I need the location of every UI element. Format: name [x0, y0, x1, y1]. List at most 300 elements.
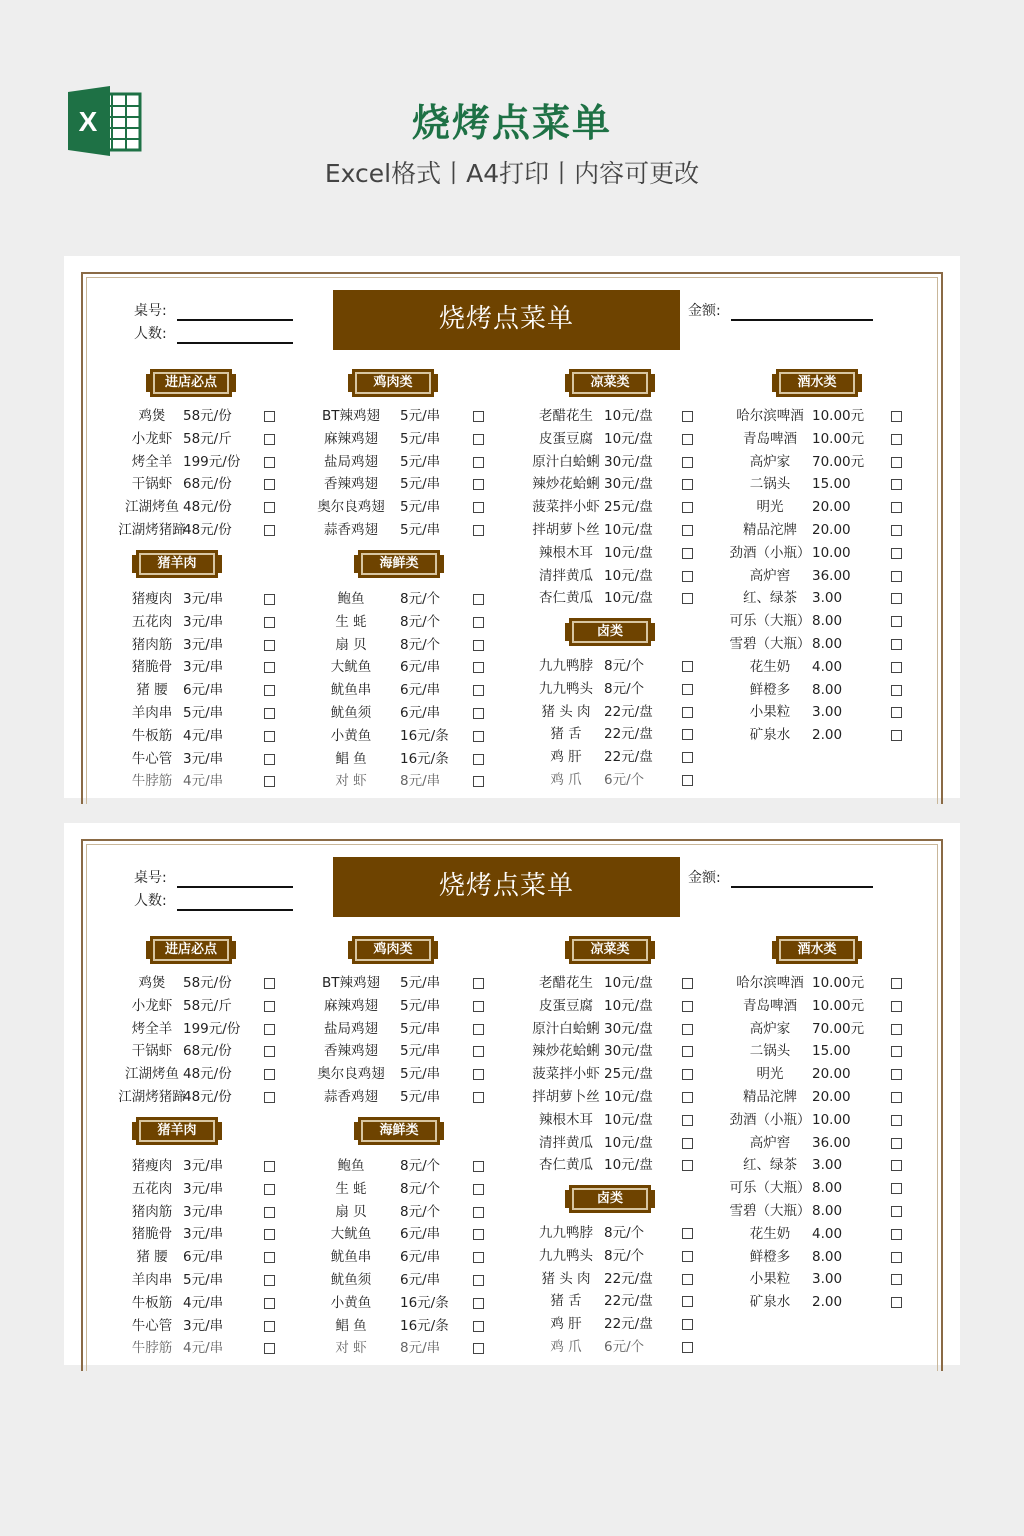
menu-item-name: 拌胡萝卜丝 — [532, 522, 600, 538]
menu-item-name: 鱿鱼须 — [330, 705, 372, 721]
order-checkbox[interactable] — [891, 1046, 902, 1057]
menu-item-price: 22元/盘 — [604, 703, 653, 720]
menu-item-row — [102, 770, 278, 790]
menu-item-row — [301, 995, 487, 1017]
menu-item-row — [102, 1040, 278, 1062]
order-checkbox[interactable] — [473, 434, 484, 445]
menu-item-row — [720, 519, 905, 541]
order-checkbox[interactable] — [682, 707, 693, 718]
menu-item-price: 20.00 — [812, 1066, 851, 1083]
menu-item-name: 鲜橙多 — [749, 681, 791, 698]
order-checkbox[interactable] — [473, 1321, 484, 1332]
order-checkbox[interactable] — [682, 1319, 693, 1330]
menu-item-row — [301, 1269, 487, 1291]
order-checkbox[interactable] — [682, 1160, 693, 1171]
order-checkbox[interactable] — [473, 479, 484, 490]
menu-item-row — [720, 633, 905, 655]
order-checkbox[interactable] — [264, 1252, 275, 1263]
menu-item-name: 红、绿茶 — [743, 1157, 797, 1174]
order-checkbox[interactable] — [264, 978, 275, 989]
category-banner: 鸡肉类 — [352, 369, 434, 397]
menu-item-row — [516, 1063, 696, 1085]
menu-item-name: 鸡 爪 — [550, 1339, 582, 1355]
menu-item-row — [516, 1268, 696, 1290]
order-checkbox[interactable] — [264, 640, 275, 651]
menu-item-price: 48元/份 — [183, 499, 232, 516]
menu-item-row — [720, 1154, 905, 1176]
menu-item-name: 蒜香鸡翅 — [324, 1089, 378, 1105]
order-checkbox[interactable] — [264, 434, 275, 445]
menu-item-row — [301, 702, 487, 724]
menu-item-name: 江湖烤鱼 — [125, 1066, 179, 1083]
order-checkbox[interactable] — [891, 525, 902, 536]
menu-item-row — [720, 972, 905, 994]
menu-item-price: 6元/串 — [400, 705, 441, 721]
menu-item-price: 10元/盘 — [604, 567, 653, 584]
order-checkbox[interactable] — [682, 434, 693, 445]
order-checkbox[interactable] — [473, 1229, 484, 1240]
menu-item-price: 10元/盘 — [604, 544, 653, 561]
order-checkbox[interactable] — [682, 1342, 693, 1353]
order-checkbox[interactable] — [682, 548, 693, 559]
order-checkbox[interactable] — [264, 502, 275, 513]
order-checkbox[interactable] — [473, 1343, 484, 1354]
menu-item-row — [301, 1337, 487, 1357]
menu-item-price: 3元/串 — [183, 591, 224, 607]
menu-item-name: 小黄鱼 — [330, 727, 372, 744]
order-checkbox[interactable] — [264, 1207, 275, 1218]
order-checkbox[interactable] — [473, 640, 484, 651]
order-checkbox[interactable] — [264, 1046, 275, 1057]
menu-item-row — [516, 1313, 696, 1335]
order-checkbox[interactable] — [891, 593, 902, 604]
menu-item-row — [516, 428, 696, 450]
order-checkbox[interactable] — [473, 1275, 484, 1286]
menu-item-name: 牛板筋 — [131, 727, 173, 744]
order-checkbox[interactable] — [682, 525, 693, 536]
menu-item-name: 奥尔良鸡翅 — [317, 1066, 385, 1083]
order-checkbox[interactable] — [473, 708, 484, 719]
menu-item-row — [516, 995, 696, 1017]
order-checkbox[interactable] — [682, 684, 693, 695]
order-checkbox[interactable] — [473, 754, 484, 765]
menu-item-price: 16元/条 — [400, 1294, 449, 1311]
menu-item-price: 8元/个 — [400, 591, 441, 607]
order-checkbox[interactable] — [891, 1138, 902, 1149]
order-checkbox[interactable] — [473, 662, 484, 673]
menu-item-name: 五花肉 — [131, 1180, 173, 1197]
menu-item-name: 杏仁黄瓜 — [539, 590, 593, 607]
menu-item-name: 高炉家 — [749, 453, 791, 470]
menu-item-price: 8.00 — [812, 681, 843, 698]
order-checkbox[interactable] — [891, 1024, 902, 1035]
menu-item-row — [516, 1040, 696, 1062]
order-checkbox[interactable] — [682, 775, 693, 786]
category-banner: 海鲜类 — [358, 1117, 440, 1145]
menu-item-price: 5元/串 — [400, 1066, 441, 1083]
menu-item-price: 10元/盘 — [604, 1089, 653, 1105]
order-checkbox[interactable] — [891, 1229, 902, 1240]
menu-item-row — [301, 770, 487, 790]
menu-item-row — [301, 1201, 487, 1223]
menu-item-price: 5元/串 — [400, 1089, 441, 1105]
order-checkbox[interactable] — [891, 662, 902, 673]
menu-item-price: 4.00 — [812, 658, 843, 675]
order-checkbox[interactable] — [891, 1160, 902, 1171]
category-banner: 猪羊肉 — [136, 1117, 218, 1145]
menu-item-row — [720, 1177, 905, 1199]
order-checkbox[interactable] — [473, 1069, 484, 1080]
order-checkbox[interactable] — [682, 1024, 693, 1035]
order-checkbox[interactable] — [264, 617, 275, 628]
menu-item-row — [516, 519, 696, 541]
menu-item-name: 高炉窖 — [749, 567, 791, 584]
order-checkbox[interactable] — [473, 594, 484, 605]
menu-item-row — [720, 428, 905, 450]
order-checkbox[interactable] — [891, 1206, 902, 1217]
order-checkbox[interactable] — [473, 1001, 484, 1012]
menu-item-row — [516, 405, 696, 427]
menu-item-row — [102, 496, 278, 518]
menu-item-row — [301, 1155, 487, 1177]
menu-item-name: 盐局鸡翅 — [324, 1020, 378, 1037]
menu-item-row — [301, 1178, 487, 1200]
menu-item-row — [301, 473, 487, 495]
menu-item-price: 5元/串 — [400, 499, 441, 516]
menu-item-price: 10元/盘 — [604, 408, 653, 424]
order-checkbox[interactable] — [264, 1275, 275, 1286]
menu-banner-title: 烧烤点菜单 — [333, 857, 680, 917]
order-checkbox[interactable] — [682, 1046, 693, 1057]
menu-item-name: 烤全羊 — [131, 453, 173, 470]
menu-item-row — [720, 1132, 905, 1154]
menu-item-price: 8.00 — [812, 1248, 843, 1265]
menu-item-name: 猪 头 肉 — [541, 1270, 591, 1287]
menu-item-price: 8元/串 — [400, 1340, 441, 1357]
menu-item-price: 3元/串 — [183, 1203, 224, 1220]
order-checkbox[interactable] — [264, 479, 275, 490]
order-checkbox[interactable] — [682, 752, 693, 763]
order-checkbox[interactable] — [264, 525, 275, 536]
order-checkbox[interactable] — [264, 411, 275, 422]
order-checkbox[interactable] — [891, 639, 902, 650]
menu-item-name: 二锅头 — [749, 476, 791, 493]
order-checkbox[interactable] — [891, 548, 902, 559]
menu-item-row — [102, 634, 278, 656]
order-checkbox[interactable] — [264, 776, 275, 787]
menu-item-name: 盐局鸡翅 — [324, 453, 378, 470]
order-checkbox[interactable] — [891, 616, 902, 627]
menu-item-name: 猪脆骨 — [131, 1226, 173, 1243]
order-checkbox[interactable] — [264, 708, 275, 719]
order-checkbox[interactable] — [682, 1274, 693, 1285]
menu-item-price: 20.00 — [812, 1089, 851, 1105]
order-checkbox[interactable] — [891, 1274, 902, 1285]
menu-item-price: 5元/串 — [400, 975, 441, 991]
menu-item-name: 九九鸭头 — [539, 1247, 593, 1264]
order-checkbox[interactable] — [473, 525, 484, 536]
order-checkbox[interactable] — [891, 457, 902, 468]
order-checkbox[interactable] — [891, 434, 902, 445]
order-checkbox[interactable] — [891, 730, 902, 741]
order-checkbox[interactable] — [891, 685, 902, 696]
category-banner: 凉菜类 — [569, 936, 651, 964]
order-checkbox[interactable] — [682, 593, 693, 604]
menu-item-name: 大鱿鱼 — [330, 1226, 372, 1243]
table-number-input[interactable] — [177, 319, 293, 321]
order-checkbox[interactable] — [264, 1069, 275, 1080]
order-checkbox[interactable] — [264, 1298, 275, 1309]
amount-input[interactable] — [731, 319, 873, 321]
menu-item-price: 10.00元 — [812, 408, 865, 424]
menu-item-row — [516, 723, 696, 745]
menu-item-name: 辣炒花蛤蜊 — [532, 476, 600, 493]
menu-item-name: 菠菜拌小虾 — [532, 1066, 600, 1083]
menu-item-row — [516, 451, 696, 473]
category-banner: 卤类 — [569, 618, 651, 646]
menu-item-row — [102, 519, 278, 541]
menu-item-price: 8元/个 — [604, 680, 645, 697]
order-checkbox[interactable] — [264, 1092, 275, 1103]
order-checkbox[interactable] — [264, 1229, 275, 1240]
menu-item-name: 猪 腰 — [136, 682, 168, 699]
menu-item-row — [102, 1155, 278, 1177]
menu-item-name: 原汁白蛤蜊 — [532, 453, 600, 470]
order-checkbox[interactable] — [473, 457, 484, 468]
menu-item-name: 鱿鱼串 — [330, 1249, 372, 1266]
menu-item-price: 8元/个 — [400, 1203, 441, 1220]
order-checkbox[interactable] — [473, 776, 484, 787]
order-checkbox[interactable] — [682, 571, 693, 582]
order-checkbox[interactable] — [682, 1092, 693, 1103]
menu-item-row — [516, 1018, 696, 1040]
menu-item-name: 对 虾 — [335, 773, 367, 790]
menu-item-row — [720, 1268, 905, 1290]
menu-item-price: 3元/串 — [183, 1226, 224, 1243]
table-number-input[interactable] — [177, 886, 293, 888]
menu-item-row — [102, 1178, 278, 1200]
menu-item-price: 10元/盘 — [604, 997, 653, 1014]
category-banner: 卤类 — [569, 1185, 651, 1213]
svg-text:X: X — [78, 106, 98, 137]
menu-item-price: 5元/串 — [400, 522, 441, 538]
menu-item-price: 5元/串 — [183, 1272, 224, 1288]
order-checkbox[interactable] — [682, 502, 693, 513]
order-checkbox[interactable] — [473, 1046, 484, 1057]
menu-item-row — [516, 701, 696, 723]
menu-item-price: 8元/个 — [400, 1180, 441, 1197]
order-checkbox[interactable] — [891, 411, 902, 422]
menu-item-row — [516, 1132, 696, 1154]
menu-item-name: BT辣鸡翅 — [321, 975, 380, 991]
order-checkbox[interactable] — [682, 1069, 693, 1080]
menu-item-row — [720, 1246, 905, 1268]
menu-item-price: 5元/串 — [400, 1043, 441, 1060]
menu-item-name: 生 蚝 — [335, 613, 367, 630]
order-checkbox[interactable] — [891, 1092, 902, 1103]
menu-item-price: 30元/盘 — [604, 1043, 653, 1060]
order-checkbox[interactable] — [682, 978, 693, 989]
menu-item-price: 22元/盘 — [604, 749, 653, 766]
order-checkbox[interactable] — [891, 978, 902, 989]
category-banner: 凉菜类 — [569, 369, 651, 397]
menu-item-row — [516, 746, 696, 768]
amount-label: 金额: — [688, 303, 721, 319]
menu-item-name: 哈尔滨啤酒 — [736, 975, 804, 991]
menu-item-name: 红、绿茶 — [743, 590, 797, 607]
order-checkbox[interactable] — [473, 731, 484, 742]
order-checkbox[interactable] — [682, 729, 693, 740]
menu-item-row — [301, 1018, 487, 1040]
menu-item-price: 2.00 — [812, 1294, 843, 1311]
menu-item-row — [720, 656, 905, 678]
order-checkbox[interactable] — [682, 1296, 693, 1307]
order-checkbox[interactable] — [682, 1138, 693, 1149]
order-checkbox[interactable] — [682, 661, 693, 672]
amount-input[interactable] — [731, 886, 873, 888]
menu-item-name: 猪脆骨 — [131, 659, 173, 676]
menu-item-row — [301, 1315, 487, 1337]
order-checkbox[interactable] — [264, 731, 275, 742]
menu-item-row — [516, 769, 696, 788]
people-count-label: 人数: — [134, 893, 167, 909]
menu-item-name: 九九鸭头 — [539, 680, 593, 697]
order-checkbox[interactable] — [264, 754, 275, 765]
menu-item-price: 6元/串 — [400, 1272, 441, 1288]
menu-item-price: 22元/盘 — [604, 726, 653, 743]
menu-item-price: 10.00 — [812, 544, 851, 561]
menu-item-price: 6元/串 — [400, 659, 441, 676]
menu-item-price: 6元/串 — [400, 1249, 441, 1266]
order-checkbox[interactable] — [473, 411, 484, 422]
order-checkbox[interactable] — [891, 707, 902, 718]
menu-item-row — [301, 679, 487, 701]
order-checkbox[interactable] — [473, 685, 484, 696]
menu-item-row — [102, 702, 278, 724]
menu-item-name: 香辣鸡翅 — [324, 1043, 378, 1060]
order-checkbox[interactable] — [891, 1069, 902, 1080]
menu-item-name: 麻辣鸡翅 — [324, 430, 378, 447]
order-checkbox[interactable] — [264, 1024, 275, 1035]
order-checkbox[interactable] — [891, 1183, 902, 1194]
menu-item-row — [301, 611, 487, 633]
order-checkbox[interactable] — [891, 1297, 902, 1308]
menu-item-row — [516, 565, 696, 587]
menu-item-row — [720, 1018, 905, 1040]
order-checkbox[interactable] — [473, 1161, 484, 1172]
order-checkbox[interactable] — [473, 617, 484, 628]
order-checkbox[interactable] — [891, 571, 902, 582]
order-checkbox[interactable] — [473, 1184, 484, 1195]
order-checkbox[interactable] — [473, 1024, 484, 1035]
menu-item-price: 199元/份 — [183, 1020, 241, 1037]
menu-item-price: 4元/串 — [183, 773, 224, 790]
order-checkbox[interactable] — [891, 1001, 902, 1012]
menu-item-price: 70.00元 — [812, 1020, 865, 1037]
order-checkbox[interactable] — [682, 1228, 693, 1239]
order-checkbox[interactable] — [264, 457, 275, 468]
menu-item-row — [102, 1201, 278, 1223]
menu-item-row — [102, 1063, 278, 1085]
menu-item-row — [102, 451, 278, 473]
menu-item-price: 16元/条 — [400, 1317, 449, 1334]
order-checkbox[interactable] — [891, 479, 902, 490]
order-checkbox[interactable] — [682, 411, 693, 422]
menu-item-name: 花生奶 — [749, 658, 791, 675]
menu-item-price: 8.00 — [812, 636, 843, 652]
menu-item-row — [102, 1315, 278, 1337]
menu-item-price: 36.00 — [812, 1134, 851, 1151]
menu-item-row — [102, 995, 278, 1017]
order-checkbox[interactable] — [682, 1251, 693, 1262]
order-checkbox[interactable] — [473, 1207, 484, 1218]
menu-item-row — [102, 972, 278, 994]
order-checkbox[interactable] — [264, 1001, 275, 1012]
menu-item-price: 3元/串 — [183, 613, 224, 630]
menu-item-price: 6元/个 — [604, 1339, 645, 1355]
people-count-input[interactable] — [177, 342, 293, 344]
menu-item-name: 牛心管 — [131, 1317, 173, 1334]
menu-item-price: 22元/盘 — [604, 1316, 653, 1333]
menu-item-name: 精品沱牌 — [743, 522, 797, 538]
order-checkbox[interactable] — [473, 1092, 484, 1103]
menu-item-price: 8元/个 — [400, 1158, 441, 1174]
order-checkbox[interactable] — [891, 502, 902, 513]
menu-item-name: 精品沱牌 — [743, 1089, 797, 1105]
order-checkbox[interactable] — [264, 1161, 275, 1172]
menu-item-price: 8元/串 — [400, 773, 441, 790]
menu-item-price: 5元/串 — [400, 430, 441, 447]
menu-item-name: 小果粒 — [749, 1271, 791, 1288]
order-checkbox[interactable] — [264, 662, 275, 673]
menu-item-price: 25元/盘 — [604, 499, 653, 516]
order-checkbox[interactable] — [682, 1115, 693, 1126]
order-checkbox[interactable] — [682, 1001, 693, 1012]
category-banner: 进店必点 — [150, 369, 232, 397]
order-checkbox[interactable] — [473, 1252, 484, 1263]
menu-item-price: 15.00 — [812, 1043, 851, 1060]
menu-item-name: 辣根木耳 — [539, 544, 593, 561]
menu-item-name: 奥尔良鸡翅 — [317, 499, 385, 516]
menu-item-row — [720, 1223, 905, 1245]
order-checkbox[interactable] — [264, 1343, 275, 1354]
menu-item-row — [720, 1063, 905, 1085]
order-checkbox[interactable] — [473, 1298, 484, 1309]
menu-item-row — [720, 587, 905, 609]
order-checkbox[interactable] — [682, 457, 693, 468]
order-checkbox[interactable] — [473, 978, 484, 989]
menu-item-row — [102, 1292, 278, 1314]
menu-item-price: 20.00 — [812, 499, 851, 516]
menu-item-price: 10.00元 — [812, 430, 865, 447]
order-checkbox[interactable] — [891, 1115, 902, 1126]
order-checkbox[interactable] — [473, 502, 484, 513]
order-checkbox[interactable] — [264, 594, 275, 605]
order-checkbox[interactable] — [682, 479, 693, 490]
people-count-input[interactable] — [177, 909, 293, 911]
order-checkbox[interactable] — [264, 1184, 275, 1195]
menu-item-name: 小黄鱼 — [330, 1294, 372, 1311]
menu-item-name: 猪瘦肉 — [131, 591, 173, 607]
order-checkbox[interactable] — [891, 1252, 902, 1263]
menu-item-name: 猪瘦肉 — [131, 1158, 173, 1174]
menu-item-price: 10.00元 — [812, 975, 865, 991]
menu-item-price: 68元/份 — [183, 476, 232, 493]
menu-item-name: 清拌黄瓜 — [539, 567, 593, 584]
order-checkbox[interactable] — [264, 1321, 275, 1332]
menu-item-price: 10元/盘 — [604, 522, 653, 538]
order-checkbox[interactable] — [264, 685, 275, 696]
